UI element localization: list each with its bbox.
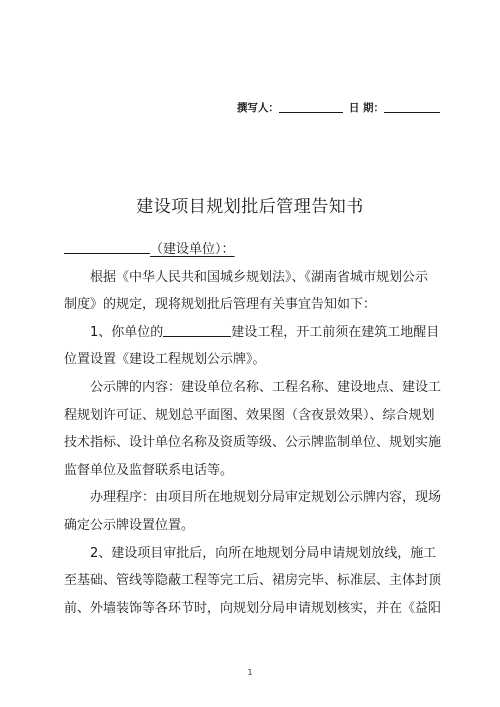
paragraph-4-line-1: 办理程序：由项目所在地规划分局审定规划公示牌内容，现场 <box>90 490 442 506</box>
paragraph-1-line-2: 制度》的规定，现将规划批后管理有关事宜告知如下： <box>64 297 377 313</box>
author-label: 撰写人： <box>236 102 279 114</box>
addressee-label: （建设单位）： <box>150 242 235 257</box>
project-name-blank <box>163 322 231 337</box>
paragraph-2-tail: 建设工程，开工前须在建筑工地醒目 <box>231 324 440 340</box>
paragraph-5-line-2: 至基础、管线等隐蔽工程等完工后、裙房完毕、标准层、主体封顶 <box>64 573 442 589</box>
header-line <box>0 100 440 115</box>
paragraph-3-line-4: 监督单位及监督联系电话等。 <box>64 462 234 478</box>
paragraph-5-line-1: 2、建设项目审批后，向所在地规划分局申请规划放线，施工 <box>90 545 437 561</box>
author-blank <box>279 101 343 113</box>
paragraph-1-line-1: 根据《中华人民共和国城乡规划法》、《湖南省城市规划公示 <box>90 269 429 285</box>
paragraph-4-line-2: 确定公示牌设置位置。 <box>64 517 195 533</box>
paragraph-2-lead: 1、你单位的 <box>90 324 164 340</box>
paragraph-3-line-1: 公示牌的内容：建设单位名称、工程名称、建设地点、建设工 <box>90 379 442 395</box>
addressee-line <box>64 236 436 264</box>
paragraph-3-line-2: 程规划许可证、规划总平面图、效果图（含夜景效果）、综合规划 <box>64 407 435 423</box>
addressee-blank <box>64 239 150 254</box>
paragraph-2-line-2: 位置设置《建设工程规划公示牌》。 <box>64 352 266 368</box>
document-title: 建设项目规划批后管理告知书 <box>136 197 364 217</box>
date-label: 日 期： <box>348 102 384 114</box>
date-blank <box>384 101 440 113</box>
document-body <box>64 236 442 622</box>
page-number: 1 <box>247 668 253 677</box>
paragraph-2-line-1 <box>64 319 440 347</box>
paragraph-3-line-3: 技术指标、设计单位名称及资质等级、公示牌监制单位、规划实施 <box>64 435 442 451</box>
paragraph-5-line-3: 前、外墙装饰等各环节时，向规划分局申请规划核实，并在《益阳 <box>64 600 442 616</box>
